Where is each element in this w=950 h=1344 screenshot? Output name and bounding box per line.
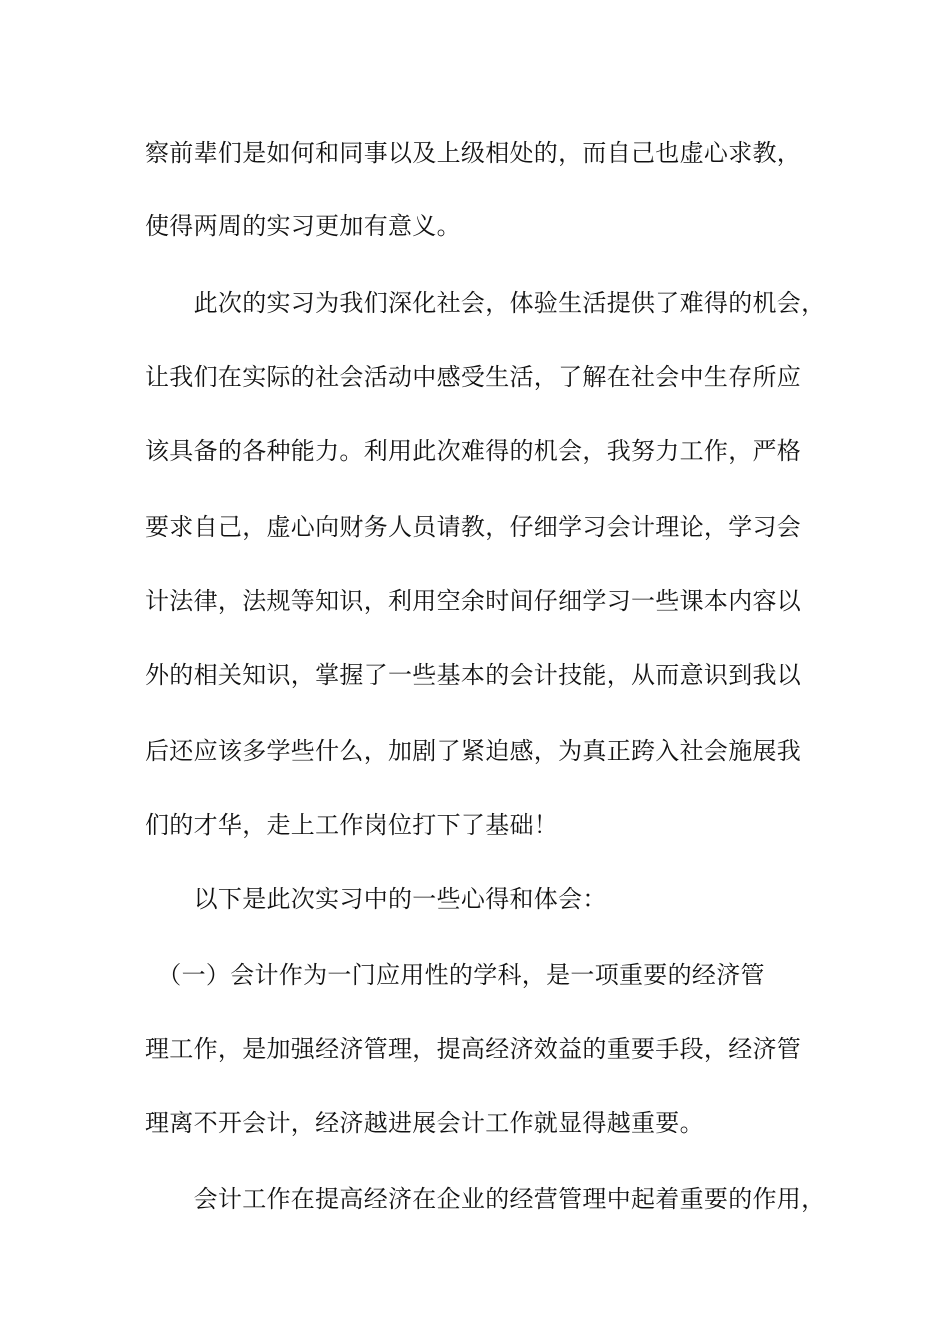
text-line-1: 察前辈们是如何和同事以及上级相处的，而自己也虚心求教， (145, 139, 802, 167)
text-line-8: 外的相关知识，掌握了一些基本的会计技能，从而意识到我以 (145, 661, 802, 689)
text-line-14: 理离不开会计，经济越进展会计工作就显得越重要。 (145, 1109, 704, 1137)
text-line-2: 使得两周的实习更加有意义。 (145, 212, 461, 240)
text-line-4: 让我们在实际的社会活动中感受生活，了解在社会中生存所应 (145, 363, 802, 391)
text-line-3: 此次的实习为我们深化社会，体验生活提供了难得的机会， (145, 289, 826, 317)
text-line-10: 们的才华，走上工作岗位打下了基础！ (145, 811, 559, 839)
text-line-11: 以下是此次实习中的一些心得和体会： (145, 885, 607, 913)
text-line-5: 该具备的各种能力。利用此次难得的机会，我努力工作，严格 (145, 437, 802, 465)
text-line-13: 理工作，是加强经济管理，提高经济效益的重要手段，经济管 (145, 1035, 802, 1063)
text-line-6: 要求自己，虚心向财务人员请教，仔细学习会计理论，学习会 (145, 513, 802, 541)
text-line-15: 会计工作在提高经济在企业的经营管理中起着重要的作用， (145, 1185, 826, 1213)
text-line-12: （一）会计作为一门应用性的学科，是一项重要的经济管 (145, 961, 765, 989)
text-line-7: 计法律，法规等知识，利用空余时间仔细学习一些课本内容以 (145, 587, 802, 615)
text-line-9: 后还应该多学些什么，加剧了紧迫感，为真正跨入社会施展我 (145, 737, 802, 765)
